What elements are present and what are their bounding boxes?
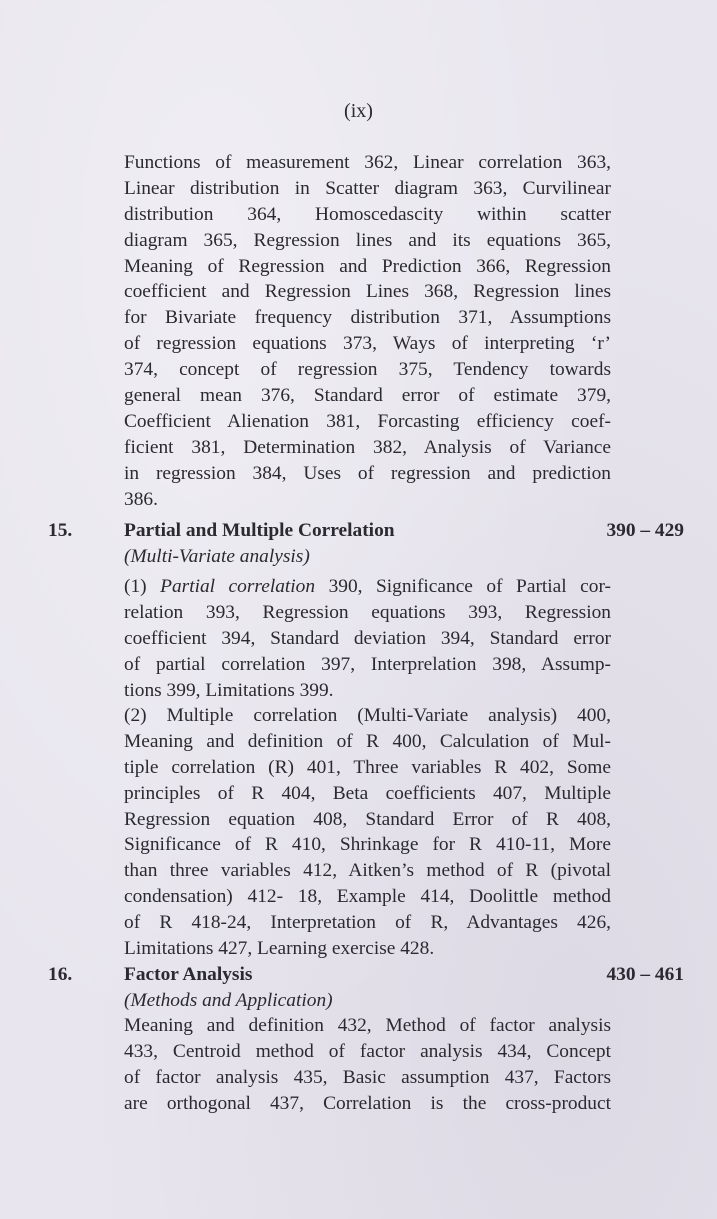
text-line: 386. <box>124 488 158 510</box>
part-1-lead: (1) <box>124 576 161 597</box>
text-line: of R 418-24, Interpretation of R, Advantages 426, <box>124 912 611 934</box>
text-line: for Bivariate frequency distribution 371, Assumptions <box>124 307 611 329</box>
text-line: of factor analysis 435, Basic assumption 437, Factors <box>124 1066 611 1088</box>
chapter-16-number: 16. <box>48 964 73 985</box>
text-line: principles of R 404, Beta coefficients 407, Multiple <box>124 782 611 804</box>
chapter-16-page-range: 430 – 461 <box>606 964 684 985</box>
text-line: diagram 365, Regression lines and its equations 365, <box>124 229 611 251</box>
chapter-15-part-2-text <box>124 703 611 962</box>
text-line: Coefficient Alienation 381, Forcasting efficiency coef- <box>124 410 611 432</box>
text-line <box>124 574 611 600</box>
text-line: of regression equations 373, Ways of interpreting ‘r’ <box>124 333 611 355</box>
chapter-15-number: 15. <box>48 520 73 541</box>
text-line: distribution 364, Homoscedascity within scatter <box>124 203 611 225</box>
text-line: ficient 381, Determination 382, Analysis of Variance <box>124 436 611 458</box>
text-line: Meaning and definition 432, Method of factor analysis <box>124 1015 611 1036</box>
text-line: Significance of R 410, Shrinkage for R 410-11, More <box>124 834 611 856</box>
chapter-15-subtitle: (Multi-Variate analysis) <box>124 546 310 567</box>
text-line: general mean 376, Standard error of estimate 379, <box>124 385 611 407</box>
text-line: of partial correlation 397, Interprelation 398, Assump- <box>124 653 611 675</box>
text-line: tiple correlation (R) 401, Three variables R 402, Some <box>124 756 611 778</box>
text-line: Meaning and definition of R 400, Calculation of Mul- <box>124 730 611 752</box>
text-line: 433, Centroid method of factor analysis 434, Concept <box>124 1040 611 1062</box>
part-1-lead-rest: 390, Significance of Partial cor- <box>315 576 611 597</box>
text-line: are orthogonal 437, Correlation is the cross-product <box>124 1092 611 1114</box>
text-line: 374, concept of regression 375, Tendency towards <box>124 359 611 381</box>
text-line: Limitations 427, Learning exercise 428. <box>124 938 435 960</box>
text-line: condensation) 412- 18, Example 414, Doolittle method <box>124 886 611 908</box>
chapter-15-page-range: 390 – 429 <box>606 520 684 541</box>
chapter-16-text <box>124 1013 611 1117</box>
chapter-16-title: Factor Analysis <box>124 964 253 985</box>
page-number: (ix) <box>344 100 373 122</box>
text-line: coefficient 394, Standard deviation 394, Standard error <box>124 627 611 649</box>
chapter-15-part-1-text <box>124 574 611 703</box>
text-line: (2) Multiple correlation (Multi-Variate analysis) 400, <box>124 705 611 726</box>
text-line: Regression equation 408, Standard Error of R 408, <box>124 808 611 830</box>
chapter-15-title: Partial and Multiple Correlation <box>124 520 395 541</box>
text-line: tions 399, Limitations 399. <box>124 679 334 701</box>
text-line: than three variables 412, Aitken’s method of R (pivotal <box>124 860 611 882</box>
chapter-14-contents-text <box>124 150 611 512</box>
text-line: Functions of measurement 362, Linear correlation 363, <box>124 152 611 173</box>
text-line: Linear distribution in Scatter diagram 363, Curvilinear <box>124 177 611 199</box>
text-line: coefficient and Regression Lines 368, Regression lines <box>124 281 611 303</box>
chapter-16-subtitle: (Methods and Application) <box>124 990 333 1011</box>
text-line: in regression 384, Uses of regression and prediction <box>124 462 611 484</box>
text-line: relation 393, Regression equations 393, Regression <box>124 601 611 623</box>
text-line: Meaning of Regression and Prediction 366, Regression <box>124 255 611 277</box>
partial-correlation-term: Partial correlation <box>160 576 316 597</box>
